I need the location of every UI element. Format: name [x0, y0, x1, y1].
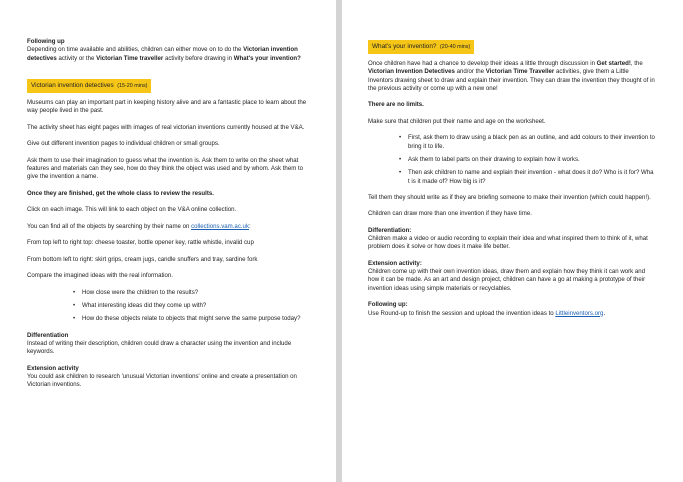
- invention-time: (20-40 mins): [440, 44, 471, 50]
- extension-heading: Extension activity: [27, 364, 79, 372]
- list-item: • First, ask them to draw using a black pen as an outline, and add colours to their invention to bring it to life.: [408, 134, 655, 151]
- differentiation-text: Children make a video or audio recording to explain their idea and what inspired them to think of it, what problem does it solve or how does it make life better.: [368, 235, 648, 251]
- detectives-title-highlight: [27, 79, 151, 93]
- right-page: [342, 0, 683, 482]
- detectives-title: Victorian invention detectives: [31, 82, 114, 90]
- list-item: • Ask them to label parts on their drawing to explain how it works.: [408, 156, 655, 164]
- extension-text: Children come up with their own invention ideas, draw them and explain how they think it can work and how it can be made. As an art and design project, children can have a go at making a prototype of their invention ideas using simple materials or recyclables.: [368, 268, 646, 292]
- no-limits-paragraph: There are no limits.: [368, 101, 424, 109]
- differentiation-heading: Differentiation: [27, 331, 69, 339]
- bottom-row-paragraph: From bottom left to right: skirt grips, cream jugs, candle snuffers and tray, sardine fork: [27, 255, 258, 263]
- list-item: • How do these objects relate to objects that might serve the same purpose today?: [82, 315, 314, 323]
- ask-paragraph: Ask them to use their imagination to guess what the invention is. Ask them to write on the sheet what features and materials can they see, how do they think the object was used and by whom. Ask them to give the invention a name.: [27, 156, 304, 181]
- compare-bullet-list: [27, 289, 314, 324]
- drawing-bullet-list: [368, 134, 655, 185]
- list-item: • How close were the children to the results?: [82, 289, 314, 297]
- top-row-paragraph: From top left to right top: cheese toaster, bottle opener key, rattle whistle, invalid cup: [27, 239, 254, 247]
- following-up-text: Use Round-up to finish the session and upload the invention ideas to Littleinventors.org.: [368, 309, 606, 317]
- differentiation-text: Instead of writing their description, children could draw a character using the invention and include keywords.: [27, 340, 292, 356]
- tell-paragraph: Tell them they should write as if they are briefing someone to make their invention (which could happen!).: [368, 193, 651, 201]
- make-sure-paragraph: Make sure that children put their name and age on the worksheet.: [368, 117, 546, 125]
- invention-title-highlight: [368, 40, 474, 54]
- museums-paragraph: Museums can play an important part in keeping history alive and are a fantastic place to learn about the way people lived in the past.: [27, 99, 307, 115]
- more-inventions-paragraph: Children can draw more than one invention if they have time.: [368, 210, 532, 218]
- give-out-paragraph: Give out different invention pages to individual children or small groups.: [27, 140, 220, 148]
- detectives-time: (15-20 mins): [117, 83, 148, 90]
- left-page: [0, 0, 336, 482]
- collections-link[interactable]: collections.vam.ac.uk: [191, 222, 249, 230]
- following-up-heading: Following up: [27, 38, 65, 45]
- find-paragraph: You can find all of the objects by searching by their name on collections.vam.ac.uk:: [27, 222, 251, 230]
- intro-paragraph: Once children have had a chance to develop their ideas a little through discussion in Get started!, the Victorian Invention Detectives and/or the Victorian Time Traveller activities, give them a Little Inventors drawing sheet to draw and explain their invention. They can draw the invention they thought of in the previous activity or come up with a new one!: [368, 60, 655, 92]
- compare-paragraph: Compare the imagined ideas with the real information.: [27, 272, 173, 280]
- click-paragraph: Click on each image. This will link to each object on the V&A online collection.: [27, 206, 237, 214]
- list-item: • Then ask children to name and explain their invention - what does it do? Who is it for? Wha t is it made of? How big is it?: [408, 169, 655, 186]
- once-finished-paragraph: Once they are finished, get the whole class to review the results.: [27, 189, 214, 197]
- list-item: • What interesting ideas did they come up with?: [82, 302, 314, 310]
- extension-text: You could ask children to research 'unusual Victorian inventions' online and create a presentation on Victorian inventions.: [27, 373, 297, 389]
- differentiation-heading: Differentiation:: [368, 226, 412, 234]
- invention-title: What's your invention?: [372, 43, 437, 50]
- following-up-text: Depending on time available and abilities, children can either move on to do the Victorian invention detectives activity or the Victorian Time traveller activity before drawing in What's your invention?: [27, 46, 301, 62]
- extension-heading: Extension activity:: [368, 259, 422, 267]
- littleinventors-link[interactable]: Littleinventors.org: [555, 309, 604, 317]
- activity-sheet-paragraph: The activity sheet has eight pages with images of real victorian inventions currently housed at the V&A.: [27, 123, 305, 131]
- following-up-heading: Following up:: [368, 301, 408, 309]
